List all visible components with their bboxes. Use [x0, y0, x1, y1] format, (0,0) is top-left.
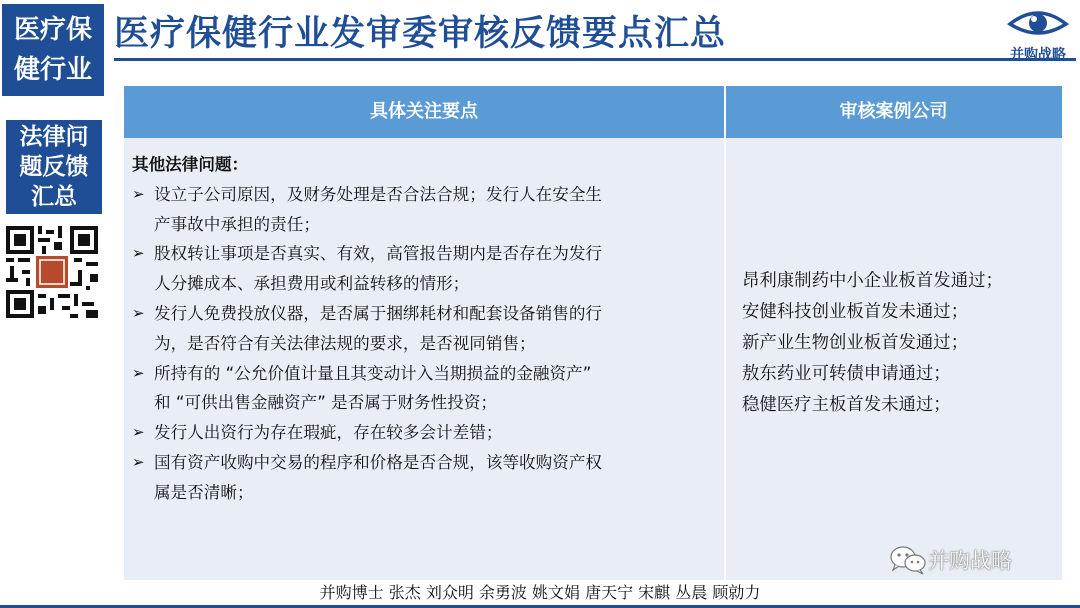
point-text: 发行人免费投放仪器，是否属于捆绑耗材和配套设备销售的行 [154, 303, 603, 323]
section-badge [6, 120, 102, 214]
point-text: 人分摊成本、承担费用或利益转移的情形； [154, 274, 470, 294]
page-title: 医疗保健行业发审委审核反馈要点汇总 [114, 14, 727, 54]
category-badge [2, 4, 104, 96]
case-company-item: 昂利康制药中小企业板首发通过； [742, 271, 1003, 291]
arrow-bullet-icon: ➢ [132, 423, 145, 442]
case-company-item: 稳健医疗主板首发未通过； [742, 395, 951, 415]
eye-icon [1007, 6, 1069, 40]
case-company-item: 安健科技创业板首发未通过； [742, 302, 969, 322]
category-badge-line1: 医疗保 [13, 15, 92, 45]
list-item [132, 239, 718, 299]
point-text: 产事故中承担的责任； [154, 214, 320, 234]
section-badge-line3: 汇总 [31, 184, 77, 210]
arrow-bullet-icon: ➢ [132, 184, 145, 203]
point-text: 发行人出资行为存在瑕疵，存在较多会计差错； [154, 423, 503, 443]
arrow-bullet-icon: ➢ [132, 452, 145, 471]
list-item [132, 180, 718, 240]
column-divider [724, 86, 726, 580]
wechat-watermark [888, 540, 1012, 580]
key-points-cell [132, 150, 718, 508]
list-item [132, 418, 718, 448]
review-points-table [124, 86, 1062, 580]
point-text: 股权转让事项是否真实、有效，高管报告期内是否存在为发行 [154, 244, 603, 264]
case-company-item: 敖东药业可转债申请通过； [742, 364, 951, 384]
point-text: 属是否清晰； [154, 482, 254, 502]
list-item [132, 299, 718, 359]
watermark-text: 并购战略 [928, 549, 1012, 573]
category-badge-line2: 健行业 [13, 55, 92, 85]
title-divider [114, 58, 1076, 61]
authors-footer: 并购博士 张杰 刘众明 余勇波 姚文娟 唐天宁 宋麒 丛晨 顾勍力 [319, 583, 761, 602]
column-header-key-points: 具体关注要点 [370, 101, 478, 122]
point-text: 为，是否符合有关法律法规的要求，是否视同销售； [154, 333, 536, 353]
arrow-bullet-icon: ➢ [132, 303, 145, 322]
case-companies-cell [742, 266, 1058, 421]
section-badge-line2: 题反馈 [19, 154, 89, 180]
list-item [132, 359, 718, 419]
table-header-row [124, 86, 1062, 138]
point-text: 所持有的 “公允价值计量且其变动计入当期损益的金融资产” [154, 363, 592, 383]
arrow-bullet-icon: ➢ [132, 363, 145, 382]
column-header-case-companies: 审核案例公司 [839, 101, 948, 122]
section-badge-line1: 法律问 [19, 124, 89, 150]
wechat-icon [888, 544, 928, 576]
case-company-item: 新产业生物创业板首发通过； [742, 333, 969, 353]
point-text: 和 “可供出售金融资产” 是否属于财务性投资； [154, 393, 498, 413]
brand-logo [1000, 6, 1076, 66]
point-text: 国有资产收购中交易的程序和价格是否合规，该等收购资产权 [154, 452, 603, 472]
point-text: 设立子公司原因，及财务处理是否合法合规；发行人在安全生 [154, 184, 603, 204]
brand-label: 并购战略 [1010, 47, 1066, 63]
points-section-title: 其他法律问题： [132, 155, 249, 174]
qr-code-image [6, 226, 98, 318]
list-item [132, 448, 718, 508]
arrow-bullet-icon: ➢ [132, 244, 145, 263]
